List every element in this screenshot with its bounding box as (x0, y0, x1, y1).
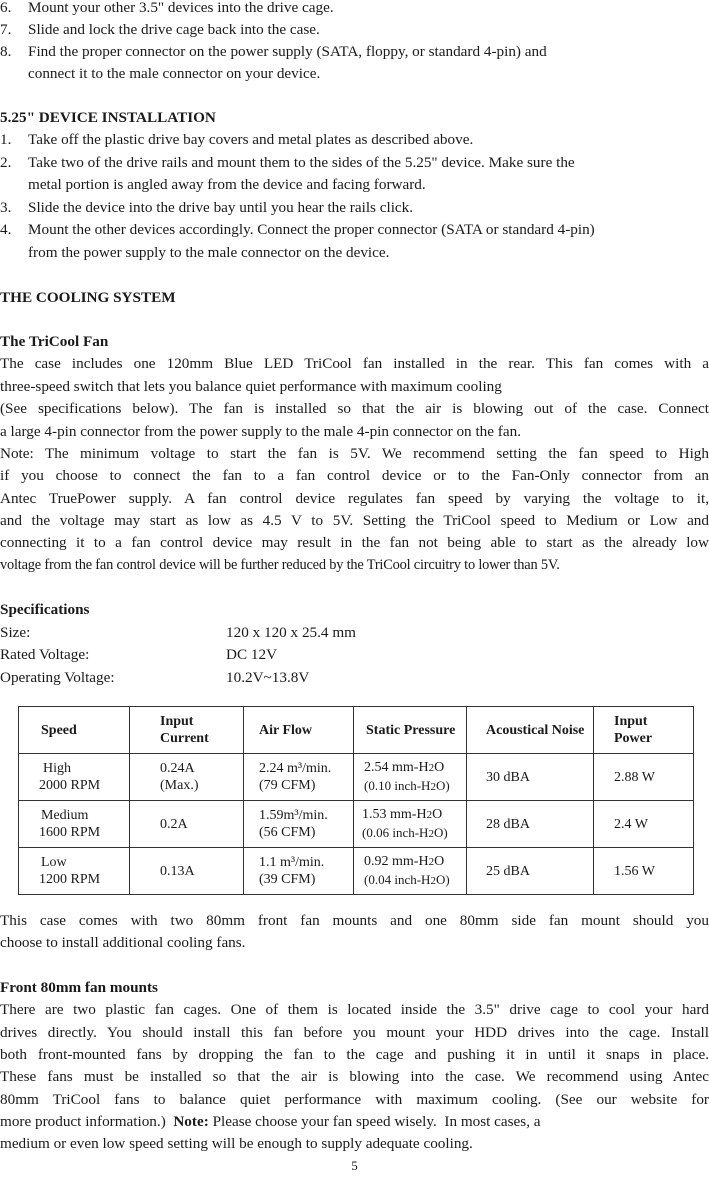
paragraph-line: The case includes one 120mm Blue LED TriCool fan installed in the rear. This fan comes with a (0, 355, 709, 372)
paragraph-line: (See specifications below). The fan is installed so that the air is blowing out of the case. Connect (0, 400, 709, 417)
paragraph-line: if you choose to connect the fan to a fan control device or to the Fan-Only connector from an (0, 467, 709, 484)
speed-name: Medium (41, 808, 89, 823)
pressure-cell (354, 754, 467, 801)
header-cell: Input Current (130, 707, 244, 754)
paragraph-line: medium or even low speed setting will be enough to supply adequate cooling. (0, 1135, 473, 1152)
speed-cell (19, 754, 130, 801)
pressure-inch: (0.04 inch-H2O) (364, 871, 450, 887)
fan-spec-table (18, 706, 694, 895)
current-cell (130, 848, 244, 895)
spec-value: 10.2V~13.8V (226, 669, 310, 686)
pressure-value: 2.54 mm-H2O (364, 759, 445, 775)
noise-cell: 30 dBA (467, 754, 594, 801)
paragraph-line: Antec TruePower supply. A fan control device regulates fan speed by varying the voltage to it, (0, 490, 709, 507)
step-number: 3. (0, 199, 12, 216)
speed-name: High (43, 761, 71, 776)
step-text-continued: metal portion is angled away from the device and facing forward. (28, 176, 426, 193)
current-cell (130, 754, 244, 801)
spec-label: Size: (0, 624, 31, 641)
header-cell: Acoustical Noise (467, 707, 594, 754)
step-text: Slide and lock the drive cage back into the case. (28, 21, 320, 38)
airflow-cell (244, 754, 354, 801)
current-note: (Max.) (160, 778, 199, 793)
step-text-continued: from the power supply to the male connector on the device. (28, 244, 390, 261)
speed-cell (19, 801, 130, 848)
spec-value: DC 12V (226, 646, 278, 663)
note-text: Please choose your fan speed wisely. In most cases, a (208, 1113, 541, 1130)
pressure-value: 1.53 mm-H2O (362, 806, 443, 822)
step-text: Mount your other 3.5" devices into the drive cage. (28, 0, 334, 16)
step-number: 8. (0, 43, 12, 60)
paragraph-line: and the voltage may start as low as 4.5 V to 5V. Setting the TriCool speed to Medium or Low and (0, 512, 709, 529)
paragraph-line: These fans must be installed so that the air is blowing into the case. We recommend using Antec (0, 1068, 709, 1085)
speed-rpm: 1600 RPM (39, 825, 101, 840)
note-lead-text: more product information.) (0, 1113, 174, 1130)
step-text: Mount the other devices accordingly. Connect the proper connector (SATA or standard 4-pin) (28, 221, 595, 238)
airflow-cell (244, 801, 354, 848)
paragraph-line: choose to install additional cooling fans. (0, 934, 246, 951)
step-number: 6. (0, 0, 12, 16)
speed-rpm: 1200 RPM (39, 872, 101, 887)
subheading-front-fans: Front 80mm fan mounts (0, 979, 158, 996)
power-cell: 2.4 W (594, 801, 694, 848)
pressure-cell (354, 801, 467, 848)
airflow-cfm: (56 CFM) (259, 825, 316, 840)
header-cell: Input Power (594, 707, 694, 754)
airflow-cfm: (79 CFM) (259, 778, 316, 793)
current-value: 0.2A (160, 816, 188, 832)
paragraph-line: There are two plastic fan cages. One of them is located inside the 3.5" drive cage to cool your hard (0, 1001, 709, 1018)
speed-name: Low (41, 855, 67, 870)
speed-rpm: 2000 RPM (39, 778, 101, 793)
table-header-row (19, 707, 694, 754)
step-text: Find the proper connector on the power supply (SATA, floppy, or standard 4-pin) and (28, 43, 547, 60)
spec-value: 120 x 120 x 25.4 mm (226, 624, 356, 641)
section-heading-525: 5.25" DEVICE INSTALLATION (0, 109, 216, 126)
paragraph-line: This case comes with two 80mm front fan mounts and one 80mm side fan mount should you (0, 912, 709, 929)
step-text: Take two of the drive rails and mount them to the sides of the 5.25" device. Make sure the (28, 154, 575, 171)
power-cell: 1.56 W (594, 848, 694, 895)
table-row (19, 801, 694, 848)
subheading-tricool: The TriCool Fan (0, 333, 109, 350)
speed-cell (19, 848, 130, 895)
pressure-value: 0.92 mm-H2O (364, 853, 445, 869)
spec-label: Operating Voltage: (0, 669, 115, 686)
power-cell: 2.88 W (594, 754, 694, 801)
airflow-value: 1.59m³/min. (259, 808, 328, 823)
airflow-value: 1.1 m³/min. (259, 855, 325, 870)
table-row (19, 754, 694, 801)
note-label: Note: (173, 1113, 209, 1130)
header-cell: Static Pressure (354, 707, 467, 754)
pressure-inch: (0.06 inch-H2O) (362, 824, 448, 840)
paragraph-line: three-speed switch that lets you balance quiet performance with maximum cooling (0, 378, 502, 395)
pressure-cell (354, 848, 467, 895)
paragraph-line: voltage from the fan control device will be further reduced by the TriCool circuitry to lower than 5V. (0, 557, 560, 573)
page-number: 5 (351, 1158, 358, 1173)
step-number: 1. (0, 131, 12, 148)
noise-cell: 28 dBA (467, 801, 594, 848)
paragraph-line: drives directly. You should install this fan before you mount your HDD drives into the cage. Install (0, 1024, 709, 1041)
paragraph-line: both front-mounted fans by dropping the fan to the cage and pushing it in until it snaps in place. (0, 1046, 709, 1063)
step-number: 4. (0, 221, 12, 238)
table-row (19, 848, 694, 895)
step-number: 2. (0, 154, 12, 171)
current-value: 0.13A (160, 863, 195, 879)
spec-label: Rated Voltage: (0, 646, 90, 663)
header-cell: Air Flow (244, 707, 354, 754)
paragraph-line: a large 4-pin connector from the power supply to the male 4-pin connector on the fan. (0, 423, 521, 440)
step-text: Take off the plastic drive bay covers and metal plates as described above. (28, 131, 474, 148)
airflow-cfm: (39 CFM) (259, 872, 316, 887)
airflow-value: 2.24 m³/min. (259, 761, 332, 776)
step-text-continued: connect it to the male connector on your device. (28, 65, 321, 82)
step-text: Slide the device into the drive bay until you hear the rails click. (28, 199, 414, 216)
current-value: 0.24A (160, 761, 195, 776)
noise-cell: 25 dBA (467, 848, 594, 895)
airflow-cell (244, 848, 354, 895)
paragraph-line: connecting it to a fan control device may result in the fan not being able to start as the already low (0, 534, 709, 551)
step-number: 7. (0, 21, 12, 38)
pressure-inch: (0.10 inch-H2O) (364, 777, 450, 793)
section-heading-cooling: THE COOLING SYSTEM (0, 289, 176, 306)
paragraph-line: Note: The minimum voltage to start the fan is 5V. We recommend setting the fan speed to High (0, 445, 709, 462)
subheading-specifications: Specifications (0, 601, 90, 618)
paragraph-line: 80mm TriCool fans to balance quiet performance with maximum cooling. (See our website for (0, 1091, 709, 1108)
current-cell (130, 801, 244, 848)
header-cell: Speed (19, 707, 130, 754)
paragraph-line-note (0, 1112, 541, 1131)
